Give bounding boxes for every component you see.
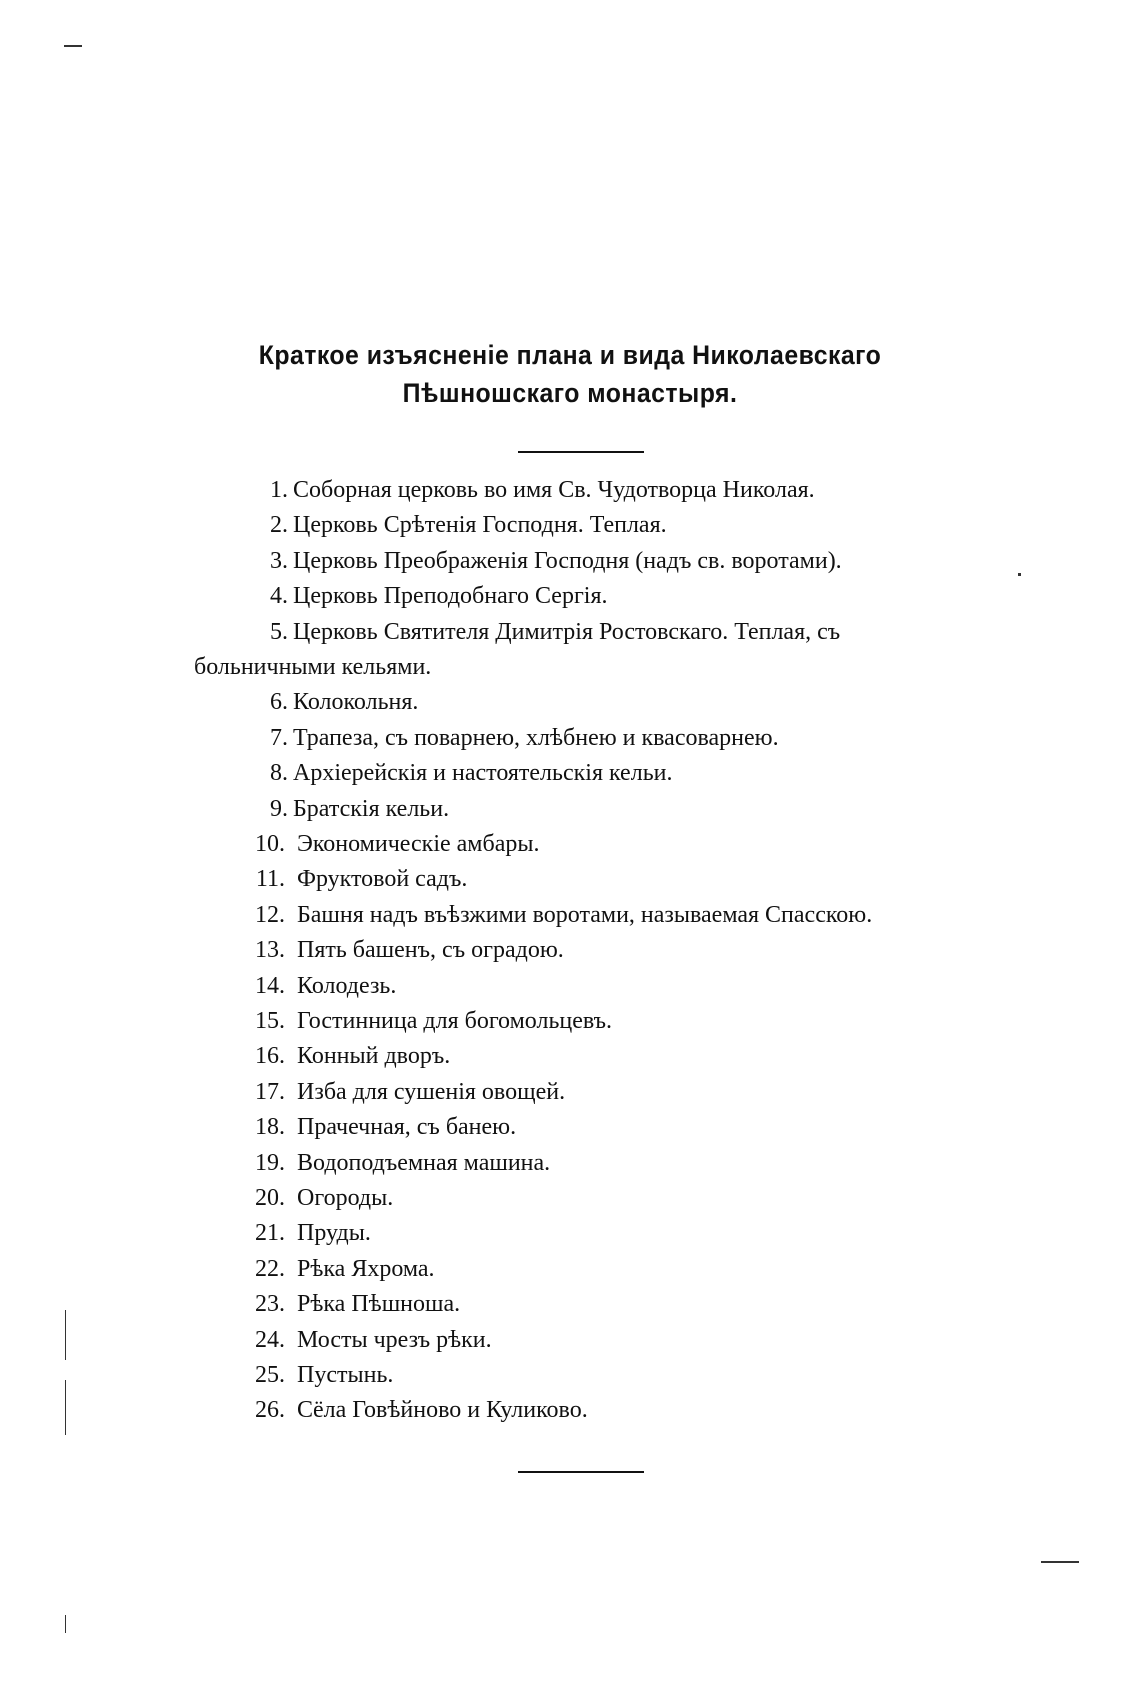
margin-mark (65, 1615, 66, 1633)
item-text: Конный дворъ. (297, 1043, 451, 1070)
item-text: Башня надъ въѣзжими воротами, называемая Спасскою. (297, 901, 873, 928)
margin-mark (64, 45, 82, 47)
item-text: Церковь Срѣтенія Господня. Теплая. (293, 512, 667, 539)
item-text: Водоподъемная машина. (297, 1149, 551, 1176)
item-text: Огороды. (297, 1185, 394, 1211)
item-number: 17. (255, 1078, 285, 1105)
item-number: 3. (270, 547, 288, 574)
item-text: Экономическіе амбары. (297, 831, 540, 857)
item-text-continuation: больничными кельями. (194, 654, 432, 680)
item-number: 8. (270, 760, 288, 787)
item-number: 26. (255, 1397, 285, 1424)
item-text: Церковь Преображенія Господня (надъ св. воротами). (293, 547, 842, 574)
item-number: 22. (255, 1255, 285, 1282)
item-text: Пять башенъ, съ оградою. (297, 937, 564, 964)
item-text: Церковь Святителя Димитрія Ростовскаго. Теплая, съ (293, 618, 841, 645)
divider-top (518, 451, 644, 453)
margin-mark (65, 1380, 66, 1435)
item-number: 21. (255, 1220, 285, 1247)
item-number: 18. (255, 1114, 285, 1141)
item-text: Колодезь. (297, 972, 397, 999)
item-text: Гостинница для богомольцевъ. (297, 1008, 613, 1034)
page-title-line-1: Краткое изъясненіе плана и вида Николаевскаго (258, 340, 882, 370)
item-number: 16. (255, 1043, 285, 1070)
item-number: 5. (270, 618, 288, 645)
item-number: 7. (270, 724, 288, 751)
page-title-line-2: Пѣшношскаго монастыря. (402, 378, 738, 408)
item-text: Прачечная, съ банею. (297, 1114, 517, 1141)
margin-mark (1018, 573, 1021, 576)
item-number: 4. (270, 583, 288, 610)
item-number: 1. (270, 477, 288, 503)
item-text: Соборная церковь во имя Св. Чудотворца Николая. (293, 477, 815, 503)
item-number: 14. (255, 972, 285, 999)
item-number: 20. (255, 1185, 285, 1211)
item-number: 11. (255, 866, 285, 893)
item-text: Рѣка Пѣшноша. (297, 1291, 461, 1318)
item-text: Братскія кельи. (293, 795, 450, 822)
item-text: Пустынь. (297, 1362, 394, 1388)
item-text: Мосты чрезъ рѣки. (297, 1326, 492, 1353)
item-number: 6. (270, 689, 288, 716)
item-number: 23. (255, 1291, 285, 1318)
item-text: Сёла Говѣйново и Куликово. (297, 1397, 588, 1424)
item-text: Архіерейскія и настоятельскія кельи. (293, 760, 673, 787)
item-number: 9. (270, 795, 288, 822)
item-text: Колокольня. (293, 689, 419, 716)
item-text: Фруктовой садъ. (297, 866, 468, 893)
item-text: Трапеза, съ поварнею, хлѣбнею и квасоварнею. (293, 724, 779, 751)
item-number: 25. (255, 1362, 285, 1388)
item-text: Пруды. (297, 1220, 371, 1247)
item-number: 19. (255, 1149, 285, 1176)
item-text: Церковь Преподобнаго Сергія. (293, 583, 608, 610)
item-text: Изба для сушенія овощей. (297, 1078, 566, 1105)
item-number: 2. (270, 512, 288, 539)
margin-mark (1041, 1561, 1079, 1563)
item-number: 10. (255, 831, 285, 857)
item-number: 13. (255, 937, 285, 964)
item-number: 12. (255, 901, 285, 928)
margin-mark (65, 1310, 66, 1360)
item-number: 24. (255, 1326, 285, 1353)
item-text: Рѣка Яхрома. (297, 1255, 435, 1282)
item-number: 15. (255, 1008, 285, 1034)
divider-bottom (518, 1471, 644, 1473)
